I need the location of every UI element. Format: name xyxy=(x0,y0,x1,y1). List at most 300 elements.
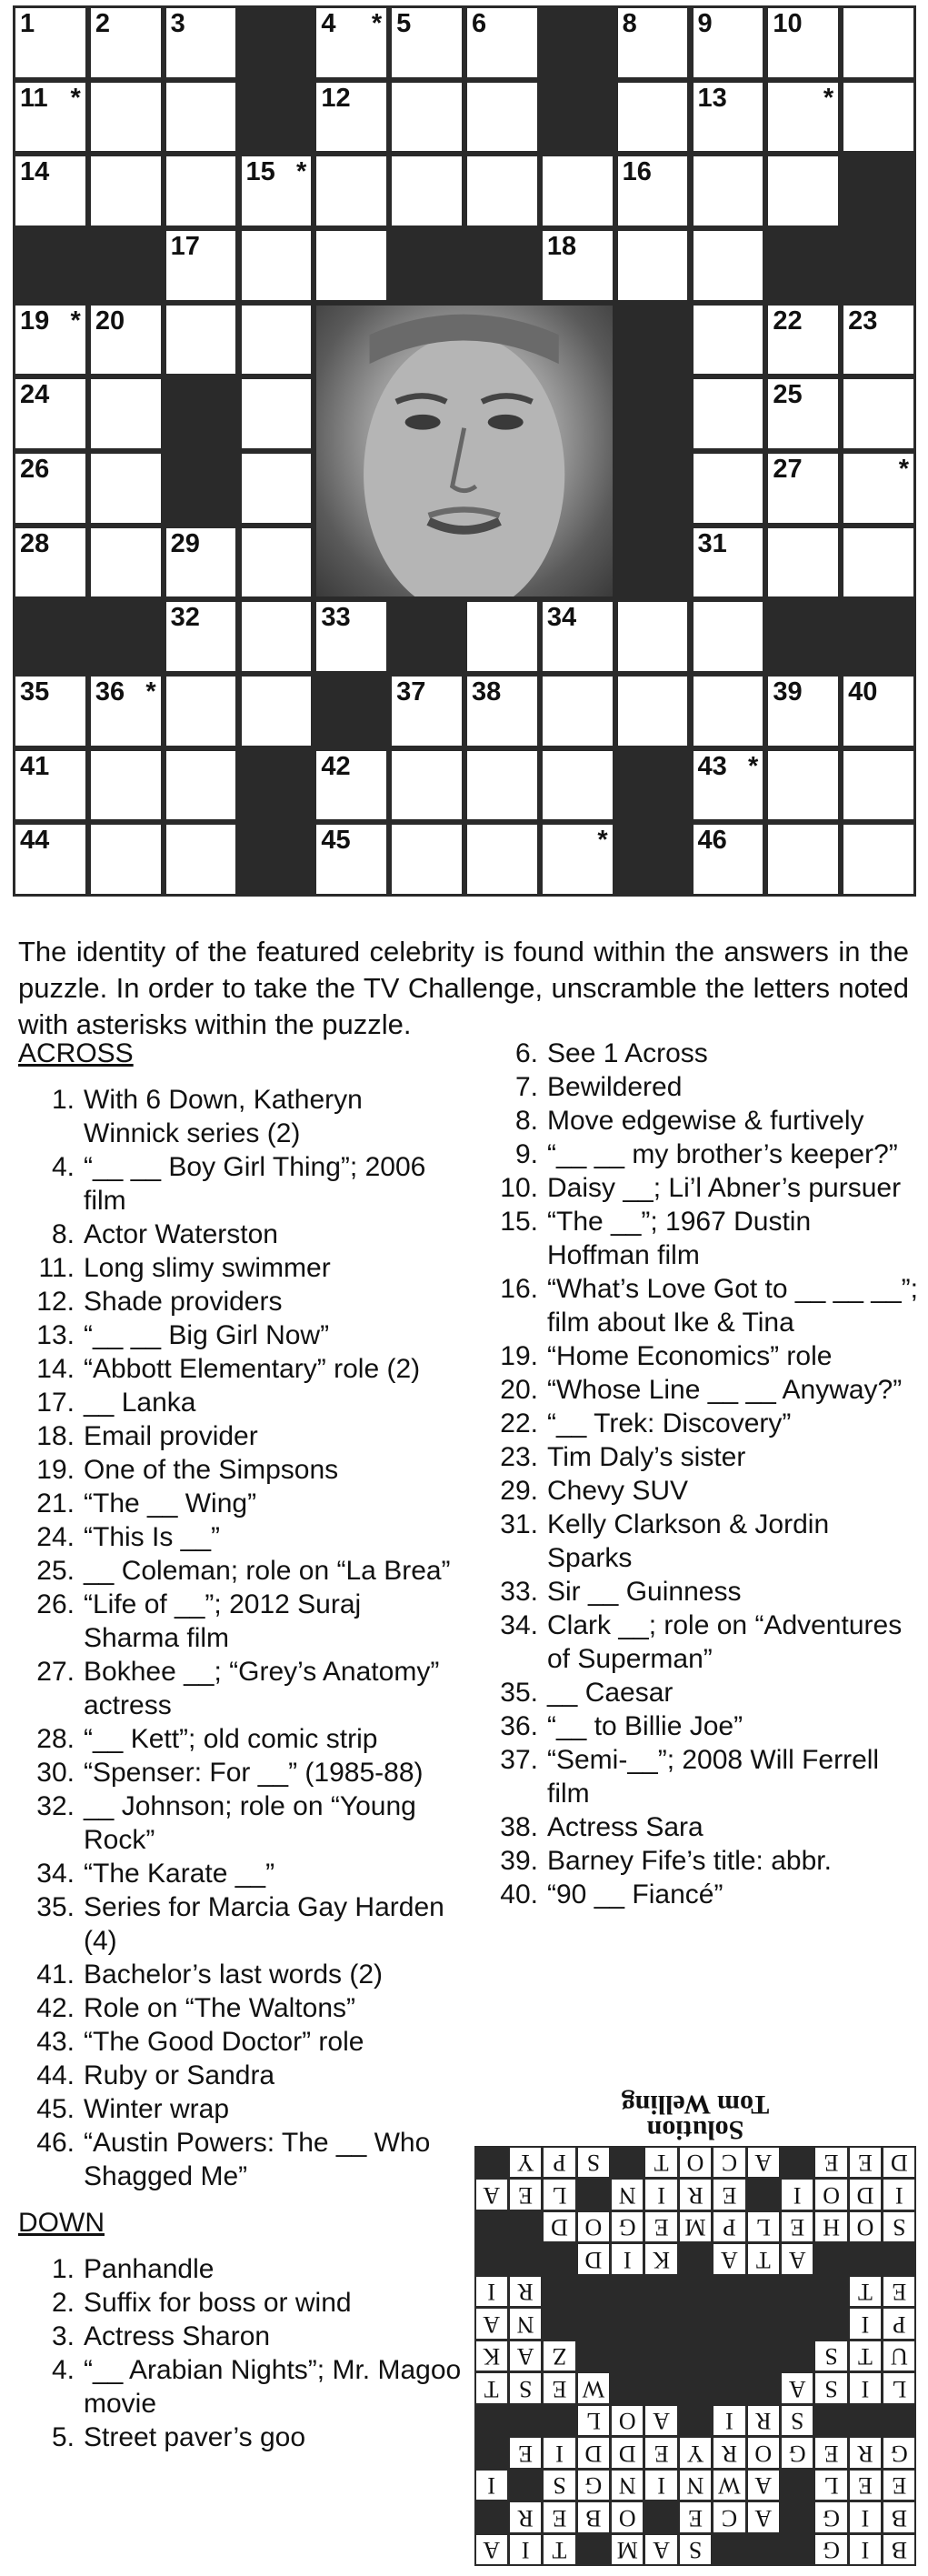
grid-cell[interactable] xyxy=(467,677,537,746)
grid-cell[interactable] xyxy=(166,677,236,746)
grid-cell[interactable] xyxy=(392,677,462,746)
solution-cell: L xyxy=(578,2406,609,2436)
grid-cell[interactable] xyxy=(843,528,913,597)
clue-text: “Abbott Elementary” role (2) xyxy=(84,1354,421,1384)
grid-cell[interactable] xyxy=(316,825,386,894)
solution-cell: I xyxy=(713,2406,744,2436)
asterisk-marker: * xyxy=(296,157,307,187)
grid-cell[interactable] xyxy=(91,825,161,894)
solution-cell: E xyxy=(883,2471,914,2501)
grid-cell[interactable] xyxy=(316,156,386,226)
clue-item xyxy=(18,1655,464,1722)
solution-cell: E xyxy=(883,2277,914,2307)
clue-text: Bewildered xyxy=(547,1072,683,1102)
cell-number: 31 xyxy=(697,528,727,558)
clue-text: Clark __; role on “Adventures of Superman” xyxy=(547,1610,903,1674)
cell-number: 24 xyxy=(20,380,50,410)
grid-cell[interactable] xyxy=(618,83,688,152)
clue-item xyxy=(482,1709,918,1743)
clue-number: 9. xyxy=(514,1139,538,1169)
grid-cell[interactable] xyxy=(242,677,312,746)
solution-cell: I xyxy=(850,2502,881,2532)
grid-cell[interactable] xyxy=(467,83,537,152)
solution-grid xyxy=(474,2146,916,2566)
grid-cell[interactable] xyxy=(843,8,913,77)
grid-cell[interactable] xyxy=(618,156,688,226)
grid-cell[interactable] xyxy=(91,454,161,523)
solution-cell: E xyxy=(850,2471,881,2501)
clue-text: “90 __ Fiancé” xyxy=(547,1879,723,1909)
cell-number: 15 xyxy=(245,157,275,187)
grid-cell[interactable] xyxy=(316,83,386,152)
grid-cell[interactable] xyxy=(694,306,763,375)
cell-number: 25 xyxy=(773,380,803,410)
clue-number: 15. xyxy=(500,1207,538,1237)
grid-cell[interactable] xyxy=(694,825,763,894)
clue-number: 37. xyxy=(500,1745,538,1775)
cell-number: 37 xyxy=(396,677,426,707)
grid-cell[interactable] xyxy=(91,528,161,597)
grid-cell[interactable] xyxy=(91,677,161,746)
solution-cell: G xyxy=(578,2471,609,2501)
clue-number: 41. xyxy=(36,1960,75,1990)
solution-cell: I xyxy=(476,2277,507,2307)
grid-cell[interactable] xyxy=(768,379,838,448)
clue-text: “Semi-__”; 2008 Will Ferrell film xyxy=(547,1745,880,1809)
clue-number: 21. xyxy=(36,1488,75,1519)
grid-cell[interactable] xyxy=(843,306,913,375)
clue-text: “Austin Powers: The __ Who Shagged Me” xyxy=(84,2128,431,2191)
grid-cell[interactable] xyxy=(467,825,537,894)
solution-cell: I xyxy=(510,2535,541,2565)
clue-item xyxy=(482,1878,918,1911)
grid-cell[interactable] xyxy=(91,306,161,375)
solution-cell: I xyxy=(544,2438,574,2468)
grid-cell[interactable] xyxy=(467,8,537,77)
grid-cell[interactable] xyxy=(768,83,838,152)
clue-item xyxy=(18,1083,464,1150)
clue-item xyxy=(18,1789,464,1857)
solution-cell: R xyxy=(680,2180,711,2210)
grid-cell[interactable] xyxy=(543,156,613,226)
asterisk-marker: * xyxy=(823,83,834,113)
clue-number: 33. xyxy=(500,1577,538,1607)
grid-cell[interactable] xyxy=(15,83,85,152)
grid-cell[interactable] xyxy=(843,454,913,523)
grid-cell[interactable] xyxy=(768,454,838,523)
clue-text: Street paver’s goo xyxy=(84,2422,306,2452)
solution-cell: Y xyxy=(510,2148,541,2178)
clue-number: 44. xyxy=(36,2060,75,2090)
clue-text: See 1 Across xyxy=(547,1038,708,1068)
clue-number: 29. xyxy=(500,1476,538,1506)
solution-cell: G xyxy=(815,2502,846,2532)
clue-text: __ Coleman; role on “La Brea” xyxy=(84,1556,451,1586)
clue-number: 34. xyxy=(36,1859,75,1889)
grid-cell[interactable] xyxy=(843,825,913,894)
clue-number: 43. xyxy=(36,2027,75,2057)
down-heading: DOWN xyxy=(18,2208,105,2238)
grid-cell[interactable] xyxy=(242,379,312,448)
cell-number: 33 xyxy=(321,603,351,633)
grid-cell[interactable] xyxy=(15,825,85,894)
grid-cell[interactable] xyxy=(618,677,688,746)
clue-number: 27. xyxy=(36,1657,75,1687)
solution-cell: O xyxy=(748,2438,779,2468)
clue-text: “__ Trek: Discovery” xyxy=(547,1408,792,1438)
grid-cell[interactable] xyxy=(543,677,613,746)
grid-cell[interactable] xyxy=(843,751,913,820)
clue-text: Sir __ Guinness xyxy=(547,1577,742,1607)
clue-item xyxy=(18,1756,464,1789)
cell-number: 43 xyxy=(697,751,727,781)
clue-item xyxy=(482,1508,918,1575)
solution-cell: R xyxy=(850,2438,881,2468)
grid-cell[interactable] xyxy=(166,231,236,300)
solution-cell: T xyxy=(544,2535,574,2565)
cell-number: 42 xyxy=(321,751,351,781)
grid-cell[interactable] xyxy=(768,825,838,894)
grid-cell[interactable] xyxy=(15,528,85,597)
grid-cell[interactable] xyxy=(166,825,236,894)
grid-cell[interactable] xyxy=(91,379,161,448)
grid-cell[interactable] xyxy=(768,528,838,597)
cell-number: 23 xyxy=(848,306,878,336)
solution-cell: D xyxy=(883,2148,914,2178)
grid-cell[interactable] xyxy=(618,602,688,671)
grid-cell[interactable] xyxy=(316,751,386,820)
grid-cell[interactable] xyxy=(15,751,85,820)
clue-text: Kelly Clarkson & Jordin Sparks xyxy=(547,1509,830,1573)
asterisk-marker: * xyxy=(70,83,81,113)
grid-cell[interactable] xyxy=(843,677,913,746)
solution-label: Solution xyxy=(646,2115,744,2145)
grid-cell[interactable] xyxy=(694,751,763,820)
grid-cell[interactable] xyxy=(694,8,763,77)
grid-cell[interactable] xyxy=(392,8,462,77)
grid-cell[interactable] xyxy=(242,528,312,597)
clue-item xyxy=(18,1285,464,1318)
clue-text: “__ to Billie Joe” xyxy=(547,1711,743,1741)
cell-number: 9 xyxy=(697,9,713,38)
grid-cell[interactable] xyxy=(694,379,763,448)
clue-number: 13. xyxy=(36,1320,75,1350)
clue-item xyxy=(18,2126,464,2193)
grid-cell[interactable] xyxy=(15,8,85,77)
grid-cell[interactable] xyxy=(316,231,386,300)
cell-number: 29 xyxy=(170,528,200,558)
grid-cell[interactable] xyxy=(166,602,236,671)
grid-cell[interactable] xyxy=(694,602,763,671)
clue-number: 19. xyxy=(36,1455,75,1485)
grid-cell[interactable] xyxy=(166,306,236,375)
clue-text: “__ Kett”; old comic strip xyxy=(84,1724,378,1754)
clue-text: Actor Waterston xyxy=(84,1219,278,1249)
solution-cell: A xyxy=(510,2341,541,2371)
solution-cell: C xyxy=(713,2148,744,2178)
solution-cell: O xyxy=(680,2148,711,2178)
grid-cell[interactable] xyxy=(694,83,763,152)
grid-cell[interactable] xyxy=(166,8,236,77)
clue-number: 35. xyxy=(36,1892,75,1922)
solution-cell: L xyxy=(883,2373,914,2403)
clue-item xyxy=(18,2286,464,2320)
cell-number: 46 xyxy=(697,826,727,856)
clue-number: 34. xyxy=(500,1610,538,1640)
grid-cell[interactable] xyxy=(166,83,236,152)
solution-cell: A xyxy=(713,2244,744,2274)
clue-text: “__ __ Big Girl Now” xyxy=(84,1320,330,1350)
clue-item xyxy=(482,1070,918,1104)
clue-item xyxy=(482,1676,918,1709)
clue-item xyxy=(482,1743,918,1810)
grid-cell[interactable] xyxy=(392,156,462,226)
grid-cell[interactable] xyxy=(694,528,763,597)
grid-cell[interactable] xyxy=(242,231,312,300)
solution-cell: I xyxy=(612,2244,643,2274)
grid-cell[interactable] xyxy=(392,825,462,894)
grid-cell[interactable] xyxy=(242,306,312,375)
solution-cell: A xyxy=(782,2244,813,2274)
clue-column-right xyxy=(482,1037,918,1911)
instructions-text: The identity of the featured celebrity is found within the answers in the puzzle. In order to take the TV Challenge, unscramble the letters noted with asterisks within the puzzle. xyxy=(18,936,909,1040)
clue-number: 1. xyxy=(51,1085,75,1115)
grid-cell[interactable] xyxy=(91,751,161,820)
grid-cell[interactable] xyxy=(768,677,838,746)
clue-text: Panhandle xyxy=(84,2254,215,2284)
clue-item xyxy=(482,1810,918,1844)
clue-item xyxy=(18,1453,464,1487)
solution-cell: I xyxy=(850,2373,881,2403)
solution-cell: I xyxy=(883,2180,914,2210)
solution-cell: E xyxy=(544,2373,574,2403)
solution-cell: G xyxy=(883,2438,914,2468)
cell-number: 16 xyxy=(622,157,652,187)
solution-cell: I xyxy=(850,2309,881,2339)
clue-number: 38. xyxy=(500,1812,538,1842)
clue-item xyxy=(18,1554,464,1588)
clue-item xyxy=(482,1575,918,1609)
asterisk-marker: * xyxy=(597,826,608,856)
clue-item xyxy=(482,1272,918,1339)
grid-cell[interactable] xyxy=(768,156,838,226)
across-heading: ACROSS xyxy=(18,1038,134,1068)
clue-number: 14. xyxy=(36,1354,75,1384)
grid-cell[interactable] xyxy=(316,8,386,77)
clue-column-left xyxy=(18,1037,464,2454)
solution-cell: N xyxy=(510,2309,541,2339)
grid-cell[interactable] xyxy=(166,528,236,597)
grid-cell[interactable] xyxy=(768,751,838,820)
solution-cell: L xyxy=(544,2180,574,2210)
solution-cell: M xyxy=(680,2212,711,2242)
clue-text: “The __”; 1967 Dustin Hoffman film xyxy=(547,1207,812,1270)
cell-number: 28 xyxy=(20,528,50,558)
cell-number: 11 xyxy=(20,83,48,113)
solution-cell: A xyxy=(645,2535,676,2565)
asterisk-marker: * xyxy=(898,455,909,484)
grid-cell[interactable] xyxy=(15,454,85,523)
clue-number: 20. xyxy=(500,1375,538,1405)
solution-cell: T xyxy=(645,2148,676,2178)
across-clues xyxy=(18,1083,464,2193)
grid-cell[interactable] xyxy=(768,8,838,77)
clue-number: 26. xyxy=(36,1589,75,1619)
grid-cell[interactable] xyxy=(166,156,236,226)
clue-number: 6. xyxy=(514,1038,538,1068)
clue-text: “Spenser: For __” (1985-88) xyxy=(84,1758,424,1788)
grid-cell[interactable] xyxy=(694,156,763,226)
grid-cell[interactable] xyxy=(91,8,161,77)
clue-number: 12. xyxy=(36,1287,75,1317)
cell-number: 2 xyxy=(95,9,110,38)
grid-cell[interactable] xyxy=(694,677,763,746)
solution-cell: K xyxy=(476,2341,507,2371)
grid-cell[interactable] xyxy=(467,751,537,820)
solution-title xyxy=(474,2090,916,2145)
clue-number: 40. xyxy=(500,1879,538,1909)
solution-cell: S xyxy=(544,2471,574,2501)
clue-text: Tim Daly’s sister xyxy=(547,1442,746,1472)
solution-cell: E xyxy=(680,2502,711,2532)
cell-number: 34 xyxy=(546,603,577,633)
solution-cell: G xyxy=(815,2535,846,2565)
grid-cell[interactable] xyxy=(543,825,613,894)
clue-item xyxy=(482,1037,918,1070)
clue-item xyxy=(18,2025,464,2059)
clue-item xyxy=(18,1419,464,1453)
clue-text: “The __ Wing” xyxy=(84,1488,257,1519)
solution-cell: A xyxy=(645,2406,676,2436)
grid-cell[interactable] xyxy=(91,156,161,226)
grid-cell[interactable] xyxy=(618,231,688,300)
grid-cell[interactable] xyxy=(467,156,537,226)
grid-cell[interactable] xyxy=(467,602,537,671)
clue-number: 45. xyxy=(36,2094,75,2124)
solution-cell: G xyxy=(782,2438,813,2468)
grid-cell[interactable] xyxy=(392,83,462,152)
clue-item xyxy=(18,1487,464,1520)
grid-cell[interactable] xyxy=(694,231,763,300)
clue-text: “__ __ Boy Girl Thing”; 2006 film xyxy=(84,1152,426,1216)
clue-number: 32. xyxy=(36,1791,75,1821)
clue-text: “__ Arabian Nights”; Mr. Magoo movie xyxy=(84,2355,462,2419)
grid-cell[interactable] xyxy=(242,602,312,671)
cell-number: 14 xyxy=(20,157,50,187)
cell-number: 35 xyxy=(20,677,50,707)
clue-item xyxy=(18,1722,464,1756)
cell-number: 41 xyxy=(20,751,50,781)
clue-number: 16. xyxy=(500,1274,538,1304)
clue-text: “Life of __”; 2012 Suraj Sharma film xyxy=(84,1589,362,1653)
clue-number: 3. xyxy=(51,2321,75,2351)
cell-number: 44 xyxy=(20,826,50,856)
solution-cell: P xyxy=(713,2212,744,2242)
clue-number: 4. xyxy=(51,1152,75,1182)
solution-cell: I xyxy=(782,2180,813,2210)
grid-cell[interactable] xyxy=(694,454,763,523)
solution-cell: D xyxy=(850,2180,881,2210)
solution-cell: E xyxy=(850,2148,881,2178)
grid-cell[interactable] xyxy=(843,379,913,448)
clue-text: “This Is __” xyxy=(84,1522,221,1552)
clue-number: 10. xyxy=(500,1173,538,1203)
grid-cell[interactable] xyxy=(242,156,312,226)
grid-cell[interactable] xyxy=(618,8,688,77)
solution-cell: B xyxy=(883,2502,914,2532)
solution-cell: T xyxy=(850,2341,881,2371)
grid-cell[interactable] xyxy=(15,306,85,375)
solution-cell: D xyxy=(612,2438,643,2468)
grid-cell[interactable] xyxy=(316,602,386,671)
cell-number: 36 xyxy=(95,677,125,707)
clue-item xyxy=(18,2059,464,2092)
grid-cell[interactable] xyxy=(543,602,613,671)
solution-cell: K xyxy=(645,2244,676,2274)
grid-cell[interactable] xyxy=(543,751,613,820)
grid-cell[interactable] xyxy=(242,454,312,523)
clue-item xyxy=(482,1339,918,1373)
solution-cell: I xyxy=(645,2180,676,2210)
solution-cell: N xyxy=(612,2471,643,2501)
cell-number: 5 xyxy=(396,9,412,38)
solution-cell: T xyxy=(850,2277,881,2307)
solution-cell: I xyxy=(476,2471,507,2501)
solution-cell: T xyxy=(476,2373,507,2403)
cell-number: 26 xyxy=(20,455,50,484)
solution-cell: M xyxy=(612,2535,643,2565)
solution-cell: W xyxy=(713,2471,744,2501)
solution-cell: N xyxy=(612,2180,643,2210)
solution-cell: S xyxy=(578,2148,609,2178)
clue-item xyxy=(18,1218,464,1251)
clue-text: __ Caesar xyxy=(547,1678,674,1708)
clue-number: 25. xyxy=(36,1556,75,1586)
grid-cell[interactable] xyxy=(15,379,85,448)
solution-cell: E xyxy=(645,2212,676,2242)
solution-cell: O xyxy=(612,2502,643,2532)
cell-number: 27 xyxy=(773,455,803,484)
clue-text: Barney Fife’s title: abbr. xyxy=(547,1846,832,1876)
grid-cell[interactable] xyxy=(768,306,838,375)
grid-cell[interactable] xyxy=(166,751,236,820)
grid-cell[interactable] xyxy=(392,751,462,820)
clue-item xyxy=(18,2252,464,2286)
solution-cell: E xyxy=(510,2180,541,2210)
grid-cell[interactable] xyxy=(543,231,613,300)
solution-celebrity: Tom Welling xyxy=(621,2090,770,2120)
solution-cell: A xyxy=(748,2502,779,2532)
clue-text: Email provider xyxy=(84,1421,258,1451)
grid-cell[interactable] xyxy=(15,677,85,746)
clue-text: Bokhee __; “Grey’s Anatomy” actress xyxy=(84,1657,440,1720)
cell-number: 12 xyxy=(321,83,351,113)
clue-item xyxy=(482,1474,918,1508)
grid-cell[interactable] xyxy=(15,156,85,226)
clue-text: Actress Sharon xyxy=(84,2321,271,2351)
clue-text: “__ __ my brother’s keeper?” xyxy=(547,1139,898,1169)
clue-item xyxy=(18,1520,464,1554)
grid-cell[interactable] xyxy=(843,83,913,152)
clue-item xyxy=(18,2353,464,2421)
grid-cell[interactable] xyxy=(91,83,161,152)
clue-text: Winter wrap xyxy=(84,2094,230,2124)
solution-cell: D xyxy=(578,2438,609,2468)
face-image xyxy=(316,306,612,597)
solution-cell: O xyxy=(578,2212,609,2242)
clue-item xyxy=(18,1318,464,1352)
clue-item xyxy=(18,1386,464,1419)
